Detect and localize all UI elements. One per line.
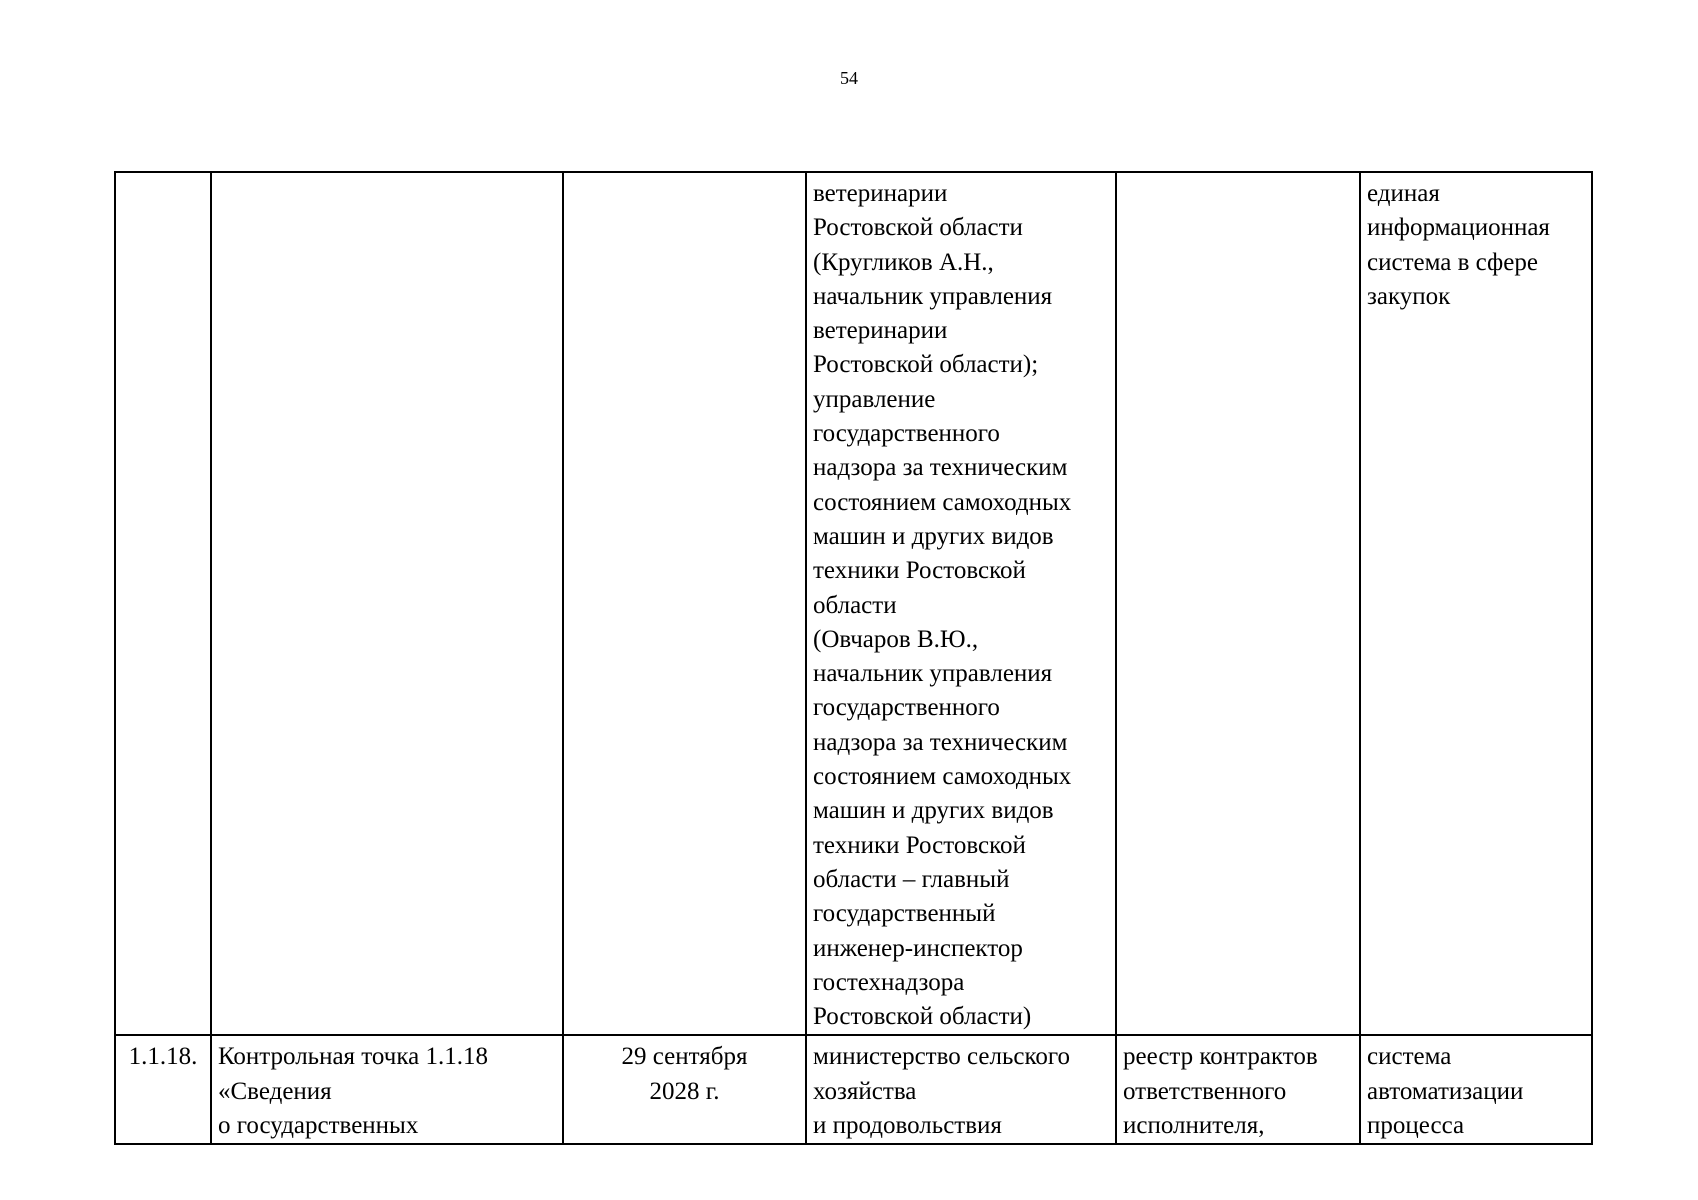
plan-table	[114, 171, 1593, 1145]
cell-responsible: министерство сельского хозяйства и продовольствия	[806, 1035, 1116, 1144]
table-row-1-1-18	[115, 1035, 1592, 1144]
cell-responsible: ветеринарии Ростовской области (Кругликов А.Н., начальник управления ветеринарии Ростовской области); управление государственного надзора за техническим состоянием самоходных машин и других видов техники Ростовской области (Овчаров В.Ю., начальник управления государственного надзора за техническим состоянием самоходных машин и других видов техники Ростовской области – главный государственный инженер-инспектор гостехнадзора Ростовской области)	[806, 172, 1116, 1035]
cell-deadline	[563, 172, 806, 1035]
cell-event-name	[211, 172, 563, 1035]
page-number: 54	[840, 68, 858, 88]
cell-number	[115, 172, 211, 1035]
cell-number: 1.1.18.	[115, 1035, 211, 1144]
cell-information-system: единая информационная система в сфере закупок	[1360, 172, 1592, 1035]
cell-event-name: Контрольная точка 1.1.18 «Сведения о государственных	[211, 1035, 563, 1144]
cell-document-type: реестр контрактов ответственного исполнителя,	[1116, 1035, 1360, 1144]
cell-information-system: система автоматизации процесса	[1360, 1035, 1592, 1144]
cell-deadline: 29 сентября 2028 г.	[563, 1035, 806, 1144]
table-row-continued	[115, 172, 1592, 1035]
cell-document-type	[1116, 172, 1360, 1035]
